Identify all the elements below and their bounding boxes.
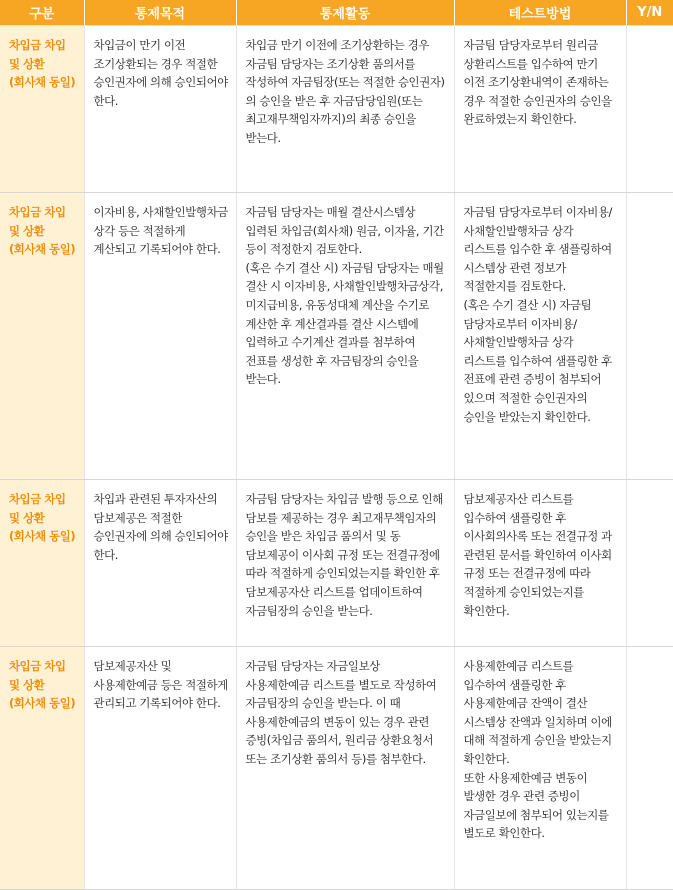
category-cell	[0, 647, 84, 890]
test-method-cell	[454, 647, 626, 890]
category-line: 차입금 차입	[9, 492, 66, 506]
activity-cell	[236, 193, 454, 480]
category-line: 및 상환	[9, 56, 45, 71]
category-line: 및 상환	[9, 223, 45, 238]
activity-cell: 자금팀 담당자는 차입금 발행 등으로 인해 담보를 제공하는 경우 최고재무책임자의 승인을 받은 차입금 품의서 및 동 담보제공이 이사회 규정 또는 전결규정에 따라 적절하게 승인되었는지를 확인한 후 담보제공자산 리스트를 업데이트하여 자금팀장의 승인을 받는다.	[236, 480, 454, 647]
objective-cell: 담보제공자산 및 사용제한예금 등은 적절하게 관리되고 기록되어야 한다.	[84, 647, 236, 890]
category-line: 차입금 차입	[9, 38, 66, 52]
category-line: 및 상환	[9, 677, 45, 692]
category-line: (회사채 동일)	[9, 529, 76, 544]
category-line: 및 상환	[9, 510, 45, 525]
test-method-paragraph: 자금팀 담당자로부터 이자비용/사채할인발행차금 상각 리스트를 입수한 후 샘플링하여 시스템상 관련 정보가 적절한지를 검토한다.	[463, 205, 613, 294]
category-line: (회사채 동일)	[9, 75, 76, 90]
table-row	[0, 480, 673, 647]
objective-cell: 이자비용, 사채할인발행차금 상각 등은 적절하게 계산되고 기록되어야 한다.	[84, 193, 236, 480]
yn-cell[interactable]	[626, 26, 673, 193]
table-row	[0, 26, 673, 193]
category-line: (회사채 동일)	[9, 242, 76, 257]
objective-cell: 차입금이 만기 이전 조기상환되는 경우 적절한 승인권자에 의해 승인되어야 한다.	[84, 26, 236, 193]
table-row	[0, 193, 673, 480]
activity-cell: 차입금 만기 이전에 조기상환하는 경우 자금팀 담당자는 조기상환 품의서를 작성하여 자금팀장(또는 적절한 승인권자)의 승인을 받은 후 자금담당임원(또는 최고재무책임자까지)의 최종 승인을 받는다.	[236, 26, 454, 193]
yn-cell[interactable]	[626, 480, 673, 647]
activity-cell: 자금팀 담당자는 자금일보상 사용제한예금 리스트를 별도로 작성하여 자금팀장의 승인을 받는다. 이 때 사용제한예금의 변동이 있는 경우 관련 증빙(차입금 품의서, 원리금 상환요청서 또는 조기상환 품의서 등)를 첨부한다.	[236, 647, 454, 890]
test-method-cell: 담보제공자산 리스트를 입수하여 샘플링한 후 이사회의사록 또는 전결규정 과 관련된 문서를 확인하여 이사회 규정 또는 전결규정에 따라 적절하게 승인되었는지를 확인한다.	[454, 480, 626, 647]
category-cell	[0, 193, 84, 480]
header-category: 구분	[0, 0, 84, 26]
table-header	[0, 0, 673, 26]
header-test-method: 테스트방법	[454, 0, 626, 26]
activity-paragraph: (혹은 수기 결산 시) 자금팀 담당자는 매월 결산 시 이자비용, 사채할인발행차금상각, 미지급비용, 유동성대체 계산을 수기로 계산한 후 계산결과를 결산 시스템에 입력하고 수기계산 결과를 첨부하여 전표를 생성한 후 자금팀장의 승인을 받는다.	[245, 260, 444, 387]
category-line: 차입금 차입	[9, 205, 66, 219]
table-body	[0, 26, 673, 890]
objective-cell: 차입과 관련된 투자자산의 담보제공은 적절한 승인권자에 의해 승인되어야 한다.	[84, 480, 236, 647]
yn-cell[interactable]	[626, 647, 673, 890]
test-method-paragraph: 또한 사용제한예금 변동이 발생한 경우 관련 증빙이 자금일보에 첨부되어 있는지를 별도로 확인한다.	[463, 770, 609, 841]
activity-paragraph: 자금팀 담당자는 매월 결산시스템상 입력된 차입금(회사채) 원금, 이자율, 기간 등이 적정한지 검토한다.	[245, 205, 444, 257]
category-line: 차입금 차입	[9, 659, 66, 673]
category-line: (회사채 동일)	[9, 696, 76, 711]
test-method-paragraph: (혹은 수기 결산 시) 자금팀 담당자로부터 이자비용/사채할인발행차금 상각 리스트를 입수하여 샘플링한 후 전표에 관련 증빙이 첨부되어 있으며 적절한 승인권자의 승인을 받았는지 확인한다.	[463, 297, 612, 424]
table-row	[0, 647, 673, 890]
header-yn: Y/N	[626, 0, 673, 26]
test-method-cell	[454, 193, 626, 480]
yn-cell[interactable]	[626, 193, 673, 480]
test-method-paragraph: 사용제한예금 리스트를 입수하여 샘플링한 후 사용제한예금 잔액이 결산 시스템상 잔액과 일치하며 이에 대해 적절하게 승인을 받았는지 확인한다.	[463, 659, 612, 766]
header-activity: 통제활동	[236, 0, 454, 26]
test-method-cell: 자금팀 담당자로부터 원리금 상환리스트를 입수하여 만기 이전 조기상환내역이 존재하는 경우 적절한 승인권자의 승인을 완료하였는지 확인한다.	[454, 26, 626, 193]
category-cell	[0, 26, 84, 193]
category-cell	[0, 480, 84, 647]
header-objective: 통제목적	[84, 0, 236, 26]
